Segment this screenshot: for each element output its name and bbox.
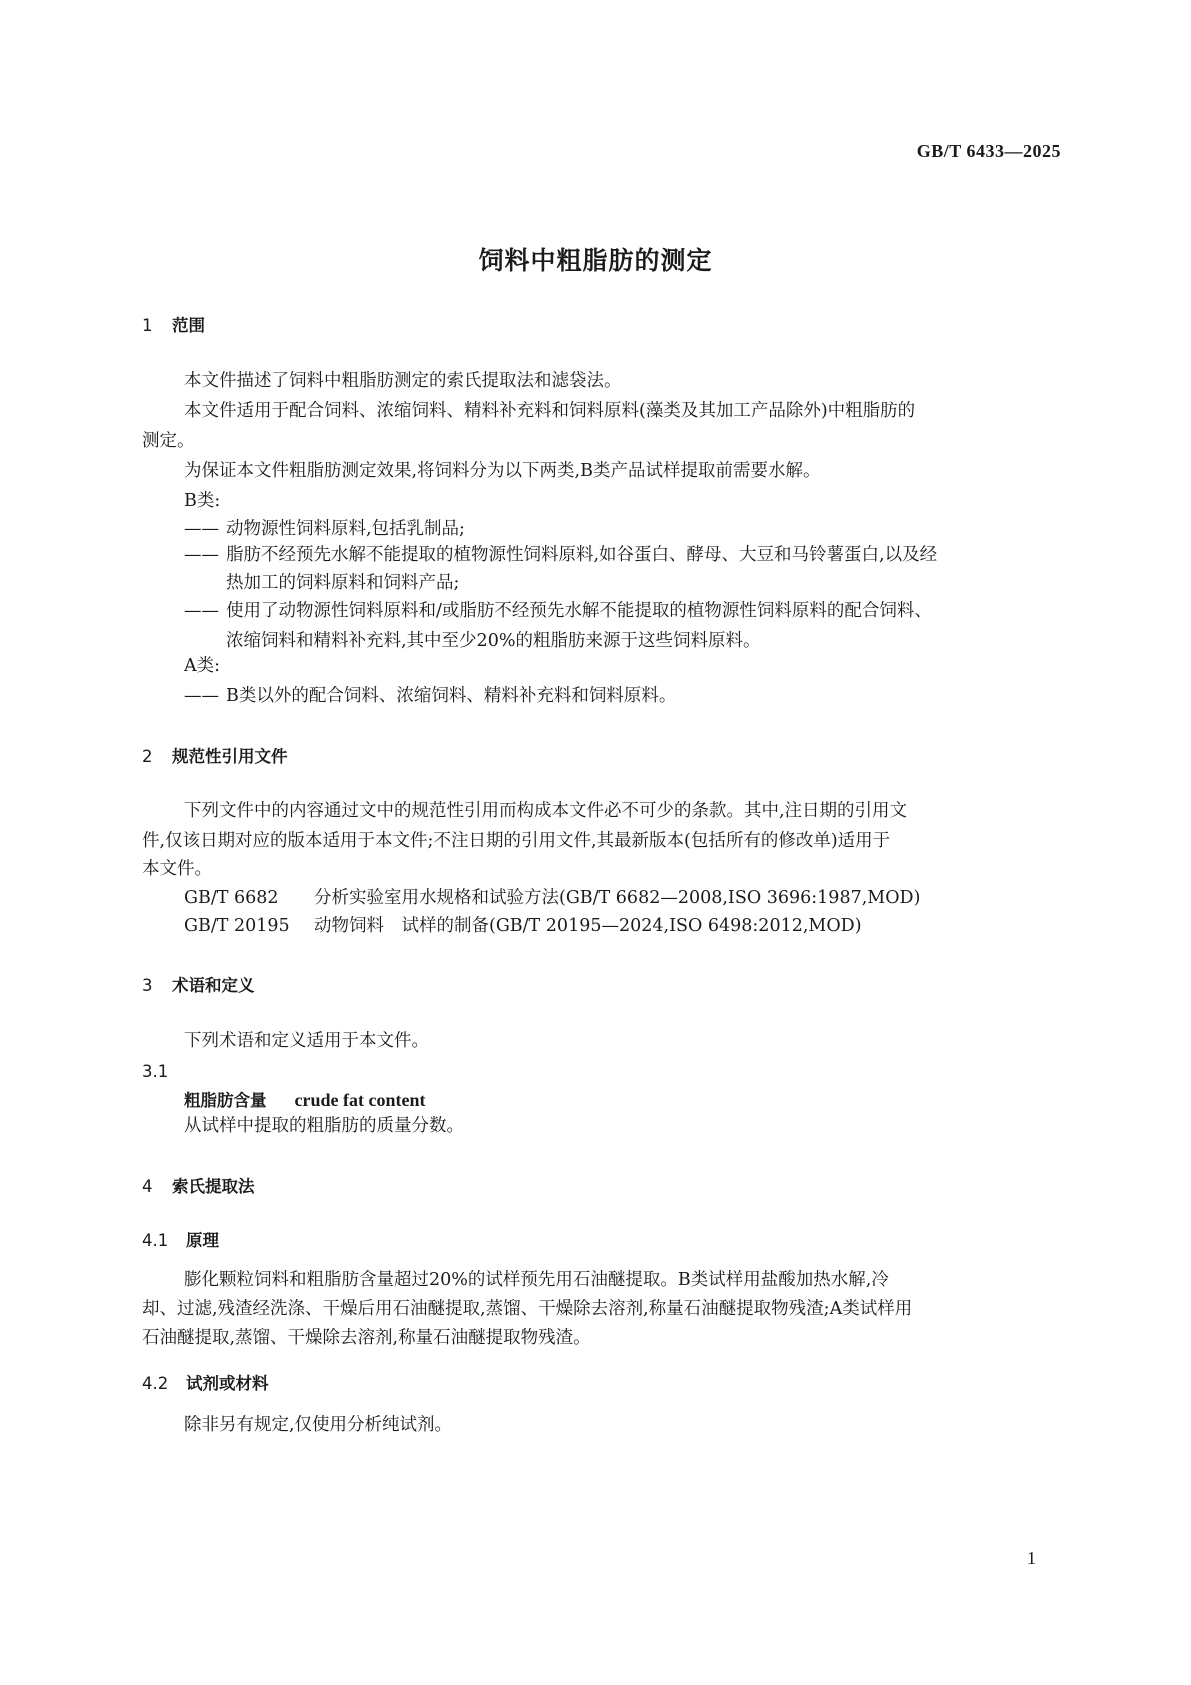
dash-mark: ——: [184, 686, 219, 706]
term-en: crude fat content: [294, 1090, 426, 1110]
section-1-heading: [142, 312, 205, 336]
normative-reference: [184, 910, 862, 942]
paragraph-continuation: 石油醚提取,蒸馏、干燥除去溶剂,称量石油醚提取物残渣。: [142, 1328, 591, 1348]
list-item-text: 脂肪不经预先水解不能提取的植物源性饲料原料,如谷蛋白、酵母、大豆和马铃薯蛋白,以及经: [226, 545, 938, 565]
list-item-continuation: 浓缩饲料和精料补充料,其中至少20%的粗脂肪来源于这些饲料原料。: [226, 631, 761, 651]
subsection-number: 4.2: [142, 1374, 169, 1393]
paragraph-continuation: 测定。: [142, 431, 195, 451]
dash-mark: ——: [184, 545, 219, 565]
document-title: 饲料中粗脂肪的测定: [478, 246, 713, 275]
dash-mark: ——: [184, 519, 219, 539]
subsection-title: 试剂或材料: [186, 1374, 269, 1393]
list-item: [184, 595, 932, 627]
dash-mark: ——: [184, 601, 219, 621]
reference-text: 分析实验室用水规格和试验方法(GB/T 6682—2008,ISO 3696:1987,MOD): [314, 888, 921, 908]
section-title: 规范性引用文件: [172, 747, 288, 766]
list-item-text: 使用了动物源性饲料原料和/或脂肪不经预先水解不能提取的植物源性饲料原料的配合饲料、: [226, 601, 932, 621]
section-4-heading: [142, 1173, 255, 1197]
document-code: GB/T 6433—2025: [916, 141, 1061, 161]
term-definition: 从试样中提取的粗脂肪的质量分数。: [184, 1116, 464, 1136]
reference-code: GB/T 6682: [184, 888, 279, 908]
section-number: 3: [142, 976, 153, 995]
subsection-4-2-heading: [142, 1370, 269, 1394]
paragraph: 膨化颗粒饲料和粗脂肪含量超过20%的试样预先用石油醚提取。B类试样用盐酸加热水解,冷: [184, 1270, 889, 1290]
category-label-b: B类:: [184, 491, 221, 511]
category-label-a: A类:: [184, 656, 221, 676]
paragraph: 下列术语和定义适用于本文件。: [184, 1031, 429, 1051]
reference-code: GB/T 20195: [184, 916, 290, 936]
list-item-text: B类以外的配合饲料、浓缩饲料、精料补充料和饲料原料。: [226, 686, 677, 706]
paragraph-continuation: 却、过滤,残渣经洗涤、干燥后用石油醚提取,蒸馏、干燥除去溶剂,称量石油醚提取物残渣;A类试样用: [142, 1299, 913, 1319]
paragraph: 为保证本文件粗脂肪测定效果,将饲料分为以下两类,B类产品试样提取前需要水解。: [184, 461, 821, 481]
subsection-title: 原理: [186, 1231, 219, 1250]
reference-text: 动物饲料 试样的制备(GB/T 20195—2024,ISO 6498:2012,MOD): [314, 916, 862, 936]
list-item-text: 动物源性饲料原料,包括乳制品;: [226, 519, 465, 539]
section-title: 索氏提取法: [172, 1177, 255, 1196]
section-number: 4: [142, 1177, 153, 1196]
term-entry: [184, 1087, 425, 1111]
paragraph-continuation: 本文件。: [142, 859, 212, 879]
term-zh: 粗脂肪含量: [184, 1091, 267, 1110]
section-title: 术语和定义: [172, 976, 255, 995]
paragraph: 本文件描述了饲料中粗脂肪测定的索氏提取法和滤袋法。: [184, 371, 622, 391]
paragraph: 除非另有规定,仅使用分析纯试剂。: [184, 1415, 453, 1435]
list-item-continuation: 热加工的饲料原料和饲料产品;: [226, 573, 460, 593]
subsection-number: 4.1: [142, 1231, 169, 1250]
section-2-heading: [142, 743, 288, 767]
subsection-4-1-heading: [142, 1227, 219, 1251]
section-title: 范围: [172, 316, 205, 335]
section-3-heading: [142, 972, 255, 996]
section-number: 2: [142, 747, 153, 766]
paragraph: 本文件适用于配合饲料、浓缩饲料、精料补充料和饲料原料(藻类及其加工产品除外)中粗脂肪的: [184, 401, 916, 421]
list-item: [184, 680, 676, 712]
term-number: 3.1: [142, 1062, 169, 1081]
paragraph: 下列文件中的内容通过文中的规范性引用而构成本文件必不可少的条款。其中,注日期的引用文: [184, 801, 908, 821]
section-number: 1: [142, 316, 153, 335]
page-number: 1: [1027, 1548, 1036, 1568]
paragraph-continuation: 件,仅该日期对应的版本适用于本文件;不注日期的引用文件,其最新版本(包括所有的修改单)适用于: [142, 831, 891, 851]
